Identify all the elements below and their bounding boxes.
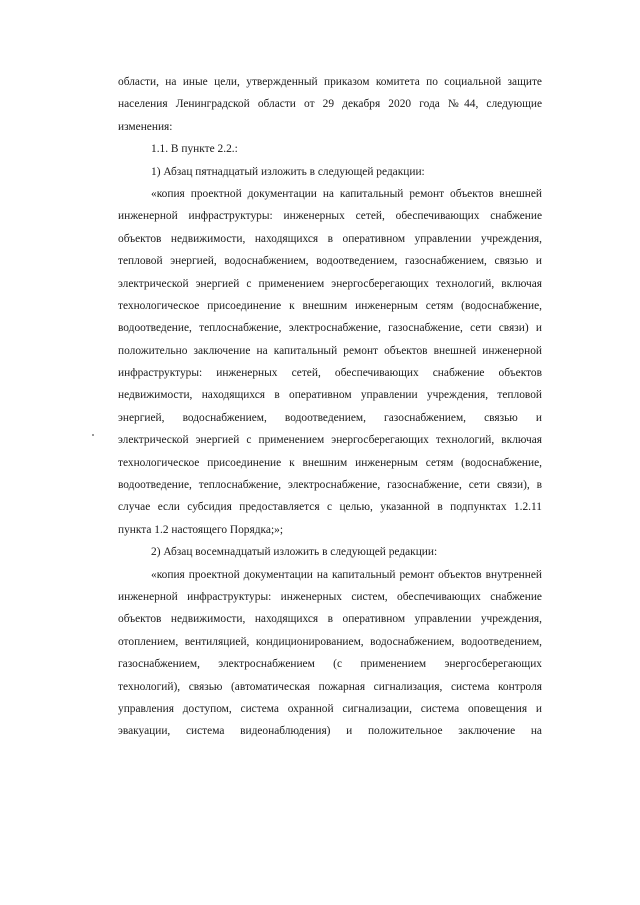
text-line: населения Ленинградской области от 29 декабря 2020 года №44, следующие: [118, 98, 542, 111]
text-line: отоплением, вентиляцией, кондиционированием, водоснабжением, водоотведением,: [118, 635, 542, 648]
subclause-heading: 2) Абзац восемнадцатый изложить в следующей редакции:: [151, 546, 438, 559]
text-line: электрической энергией с применением энергосберегающих технологий, включая: [118, 277, 542, 290]
subclause-heading: 1) Абзац пятнадцатый изложить в следующей редакции:: [151, 165, 425, 178]
text-line: объектов недвижимости, находящихся в оперативном управлении учреждения,: [118, 232, 542, 245]
text-line: положительно заключение на капитальный ремонт объектов внешней инженерной: [118, 344, 542, 357]
clause-heading: 1.1. В пункте 2.2.:: [151, 143, 238, 156]
text-line: эвакуации, система видеонаблюдения) и положительное заключение на: [118, 725, 542, 738]
text-line: инфраструктуры: инженерных сетей, обеспечивающих снабжение объектов: [118, 367, 542, 380]
scan-speck: [92, 434, 94, 436]
text-line: водоотведение, теплоснабжение, электроснабжение, газоснабжение, сети связи), в: [118, 479, 542, 492]
text-line: недвижимости, находящихся в оперативном управлении учреждения, тепловой: [118, 389, 542, 402]
document-page: [118, 71, 542, 743]
text-line: тепловой энергией, водоснабжением, водоотведением, газоснабжением, связью и: [118, 255, 542, 268]
text-line: инженерной инфраструктуры: инженерных систем, обеспечивающих снабжение: [118, 590, 542, 603]
text-line: технологий), связью (автоматическая пожарная сигнализация, система контроля: [118, 680, 542, 693]
text-line: водоотведение, теплоснабжение, электроснабжение, газоснабжение, сети связи) и: [118, 322, 542, 335]
text-line: «копия проектной документации на капитальный ремонт объектов внешней: [151, 187, 542, 200]
text-line: технологическое присоединение к внешним инженерным сетям (водоснабжение,: [118, 299, 542, 312]
text-line: области, на иные цели, утвержденный приказом комитета по социальной защите: [118, 76, 542, 88]
text-line: изменения:: [118, 120, 173, 133]
text-line: энергией, водоснабжением, водоотведением, газоснабжением, связью и: [118, 411, 542, 424]
text-line: «копия проектной документации на капитальный ремонт объектов внутренней: [151, 568, 542, 581]
text-line: пункта 1.2 настоящего Порядка;»;: [118, 523, 283, 536]
text-line: инженерной инфраструктуры: инженерных сетей, обеспечивающих снабжение: [118, 210, 542, 223]
text-line: технологическое присоединение к внешним инженерным сетям (водоснабжение,: [118, 456, 542, 469]
text-line: управления доступом, система охранной сигнализации, система оповещения и: [118, 702, 542, 715]
text-line: объектов недвижимости, находящихся в оперативном управлении учреждения,: [118, 613, 542, 626]
text-line: электрической энергией с применением энергосберегающих технологий, включая: [118, 434, 542, 447]
text-line: случае если субсидия предоставляется с целью, указанной в подпунктах 1.2.11: [118, 501, 542, 514]
text-line: газоснабжением, электроснабжением (с применением энергосберегающих: [118, 658, 542, 671]
